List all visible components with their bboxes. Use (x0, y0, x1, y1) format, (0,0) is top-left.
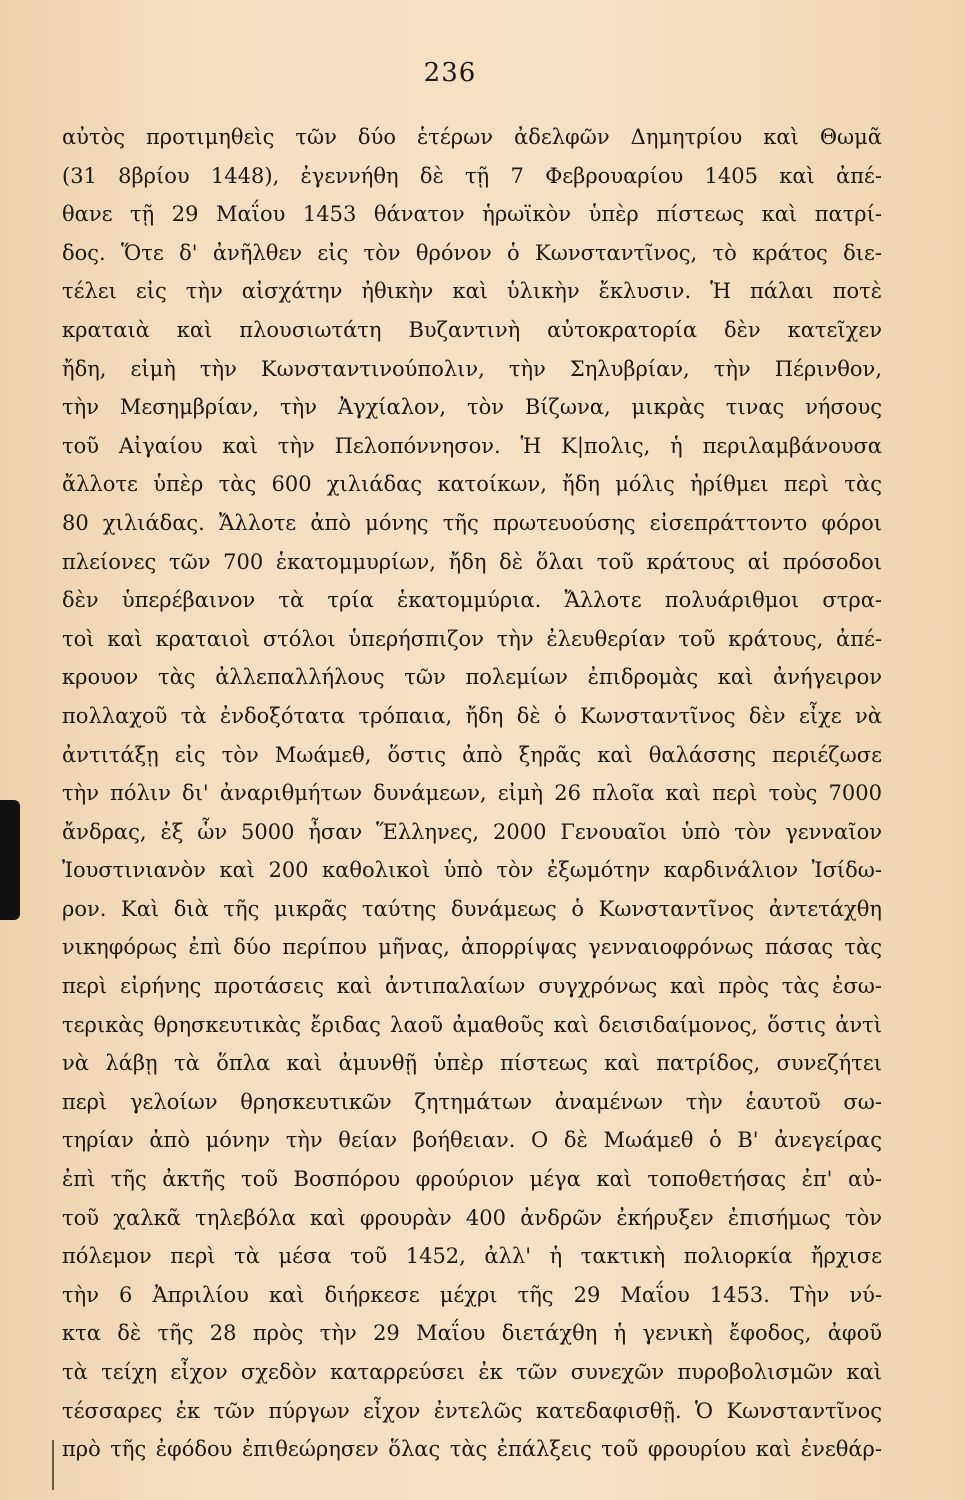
text-line: νὰ λάβῃ τὰ ὅπλα καὶ ἀμυνθῇ ὑπὲρ πίστεως καὶ πατρίδος, συνεζήτει (62, 1051, 882, 1076)
text-line: (31 8βρίου 1448), ἐγεννήθη δὲ τῇ 7 Φεβρουαρίου 1405 καὶ ἀπέ- (62, 163, 882, 188)
text-line: δὲν ὑπερέβαινον τὰ τρία ἑκατομμύρια. Ἄλλοτε πολυάριθμοι στρα- (62, 588, 882, 613)
page-edge-shadow (0, 800, 20, 920)
text-line: τοὶ καὶ κραταιοὶ στόλοι ὑπερήσπιζον τὴν ἐλευθερίαν τοῦ κράτους, ἀπέ- (62, 626, 882, 651)
text-line: πολλαχοῦ τὰ ἐνδοξότατα τρόπαια, ἤδη δὲ ὁ Κωνσταντῖνος δὲν εἶχε νὰ (62, 703, 882, 728)
text-line: ἄνδρας, ἐξ ὧν 5000 ἦσαν Ἕλληνες, 2000 Γενουαῖοι ὑπὸ τὸν γενναῖον (62, 819, 882, 844)
text-line: περὶ εἰρήνης προτάσεις καὶ ἀντιπαλαίων συγχρόνως καὶ πρὸς τὰς ἐσω- (62, 974, 882, 999)
text-line: πλείονες τῶν 700 ἑκατομμυρίων, ἤδη δὲ ὅλαι τοῦ κράτους αἱ πρόσοδοι (62, 549, 882, 574)
text-line: τὰ τείχη εἶχον σχεδὸν καταρρεύσει ἐκ τῶν συνεχῶν πυροβολισμῶν καὶ (62, 1360, 882, 1384)
text-line: 80 χιλιάδας. Ἄλλοτε ἀπὸ μόνης τῆς πρωτευούσης εἰσεπράττοντο φόροι (62, 510, 882, 535)
text-line: αὐτὸς προτιμηθεὶς τῶν δύο ἑτέρων ἀδελφῶν Δημητρίου καὶ Θωμᾶ (62, 125, 882, 149)
text-line: ἐπὶ τῆς ἀκτῆς τοῦ Βοσπόρου φρούριον μέγα καὶ τοποθετήσας ἐπ' αὐ- (62, 1167, 882, 1192)
text-line: πρὸ τῆς ἐφόδου ἐπιθεώρησεν ὅλας τὰς ἐπάλξεις τοῦ φρουρίου καὶ ἐνεθάρ- (62, 1437, 882, 1462)
text-line: ἀντιτάξῃ εἰς τὸν Μωάμεθ, ὅστις ἀπὸ ξηρᾶς καὶ θαλάσσης περιέζωσε (62, 742, 882, 767)
text-line: θανε τῇ 29 Μαΐου 1453 θάνατον ἡρωϊκὸν ὑπὲρ πίστεως καὶ πατρί- (62, 202, 882, 227)
text-line: κτα δὲ τῆς 28 πρὸς τὴν 29 Μαΐου διετάχθη ἡ γενικὴ ἔφοδος, ἀφοῦ (62, 1321, 882, 1346)
text-line: τερικὰς θρησκευτικὰς ἔριδας λαοῦ ἀμαθοῦς καὶ δεισιδαίμονος, ὅστις ἀντὶ (62, 1012, 882, 1037)
text-line: κρουον τὰς ἀλλεπαλλήλους τῶν πολεμίων ἐπιδρομὰς καὶ ἀνήγειρον (62, 665, 882, 690)
text-line: ἤδη, εἰμὴ τὴν Κωνσταντινούπολιν, τὴν Σηλυβρίαν, τὴν Πέρινθον, (62, 356, 882, 381)
text-line: τὴν Μεσημβρίαν, τὴν Ἀγχίαλον, τὸν Βίζωνα, μικρὰς τινας νήσους (62, 395, 882, 420)
text-line: Ἰουστινιανὸν καὶ 200 καθολικοὶ ὑπὸ τὸν ἐξωμότην καρδινάλιον Ἰσίδω- (62, 858, 882, 883)
body-text (62, 118, 882, 1469)
text-line: κραταιὰ καὶ πλουσιωτάτη Βυζαντινὴ αὐτοκρατορία δὲν κατεῖχεν (62, 317, 882, 342)
page-number: 236 (423, 58, 477, 88)
text-line: τὴν πόλιν δι' ἀναριθμήτων δυνάμεων, εἰμὴ 26 πλοῖα καὶ περὶ τοὺς 7000 (62, 781, 882, 806)
text-line: ρον. Καὶ διὰ τῆς μικρᾶς ταύτης δυνάμεως ὁ Κωνσταντῖνος ἀντετάχθη (62, 896, 882, 921)
text-line: ἄλλοτε ὑπὲρ τὰς 600 χιλιάδας κατοίκων, ἤδη μόλις ἠρίθμει περὶ τὰς (62, 472, 882, 497)
text-line: δος. Ὅτε δ' ἀνῆλθεν εἰς τὸν θρόνον ὁ Κωνσταντῖνος, τὸ κράτος διε- (62, 240, 882, 265)
text-line: νικηφόρως ἐπὶ δύο περίπου μῆνας, ἀπορρίψας γενναιοφρόνως πάσας τὰς (62, 935, 882, 960)
text-line: τὴν 6 Ἀπριλίου καὶ διήρκεσε μέχρι τῆς 29 Μαΐου 1453. Τὴν νύ- (62, 1282, 882, 1307)
text-line: τηρίαν ἀπὸ μόνην τὴν θείαν βοήθειαν. Ο δὲ Μωάμεθ ὁ Β' ἀνεγείρας (62, 1128, 882, 1153)
text-line: τοῦ Αἰγαίου καὶ τὴν Πελοπόννησον. Ἡ Κ|πολις, ἡ περιλαμβάνουσα (62, 433, 882, 458)
text-line: περὶ γελοίων θρησκευτικῶν ζητημάτων ἀναμένων τὴν ἑαυτοῦ σω- (62, 1089, 882, 1114)
text-line: τέσσαρες ἐκ τῶν πύργων εἶχον ἐντελῶς κατεδαφισθῇ. Ὁ Κωνσταντῖνος (62, 1398, 882, 1423)
text-line: τοῦ χαλκᾶ τηλεβόλα καὶ φρουρὰν 400 ἀνδρῶν ἐκήρυξεν ἐπισήμως τὸν (62, 1205, 882, 1230)
text-line: πόλεμον περὶ τὰ μέσα τοῦ 1452, ἀλλ' ἡ τακτικὴ πολιορκία ἤρχισε (62, 1244, 882, 1269)
margin-mark (52, 1440, 54, 1490)
text-line: τέλει εἰς τὴν αἰσχάτην ἠθικὴν καὶ ὑλικὴν ἔκλυσιν. Ἡ πάλαι ποτὲ (62, 279, 882, 304)
